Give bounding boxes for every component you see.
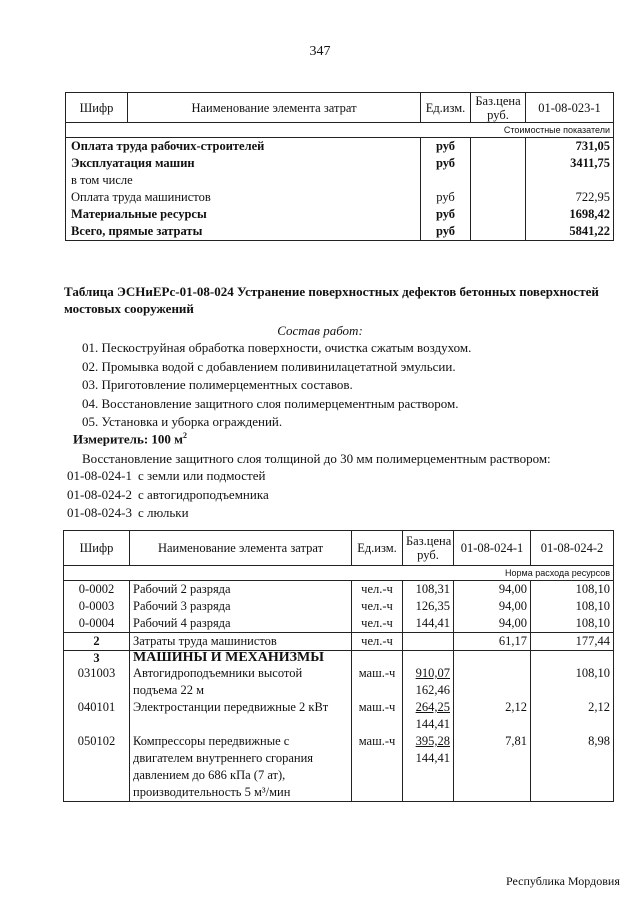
- table-row: Эксплуатация машин руб 3411,75: [66, 155, 614, 172]
- subheader: Норма расхода ресурсов: [64, 566, 614, 581]
- table-row: 3 МАШИНЫ И МЕХАНИЗМЫ: [64, 651, 614, 666]
- variant-text: с люльки: [138, 505, 189, 520]
- table-row: 031003 Автогидроподъемники высотой подъема 22 м маш.-ч 910,07 162,46 108,10: [64, 665, 614, 699]
- price-wage: 144,41: [415, 751, 450, 765]
- header-code: Шифр: [66, 93, 128, 123]
- table-row: 2 Затраты труда машинистов чел.-ч 61,17 177,44: [64, 633, 614, 651]
- table-row: 050102 Компрессоры передвижные с двигателем внутреннего сгорания давлением до 686 кПа (7 ат), производительность 5 м³/мин маш.-ч 395,28 144,41 7,81 8,98: [64, 733, 614, 802]
- composition-title: Состав работ:: [277, 323, 363, 338]
- subheader: Стоимостные показатели: [66, 123, 614, 138]
- price-total: 395,28: [415, 734, 450, 748]
- table-row: в том числе: [66, 172, 614, 189]
- variant-code: 01-08-024-3: [67, 505, 132, 520]
- variant-text: с автогидроподъемника: [138, 487, 269, 502]
- price-total: 910,07: [415, 666, 450, 680]
- table-row: 0-0003 Рабочий 3 разряда чел.-ч 126,35 94,00 108,10: [64, 598, 614, 615]
- variant-text: с земли или подмостей: [138, 468, 266, 483]
- work-item: 01. Пескоструйная обработка поверхности, очистка сжатым воздухом.: [82, 340, 472, 355]
- header-code: Шифр: [64, 531, 130, 566]
- variant-code: 01-08-024-2: [67, 487, 132, 502]
- header-name: Наименование элемента затрат: [128, 93, 421, 123]
- price-wage: 162,46: [415, 683, 450, 697]
- table-row: Оплата труда машинистов руб 722,95: [66, 189, 614, 206]
- work-item: 03. Приготовление полимерцементных составов.: [82, 377, 353, 392]
- table-row: 040101 Электростанции передвижные 2 кВт маш.-ч 264,25 144,41 2,12 2,12: [64, 699, 614, 733]
- table-row: Материальные ресурсы руб 1698,42: [66, 206, 614, 223]
- header-unit: Ед.изм.: [352, 531, 403, 566]
- work-item: 02. Промывка водой с добавлением поливинилацетатной эмульсии.: [82, 359, 456, 374]
- header-unit: Ед.изм.: [421, 93, 471, 123]
- table-row: Оплата труда рабочих-строителей руб 731,05: [66, 138, 614, 156]
- table-header-row: [64, 531, 614, 566]
- resource-table-01-08-024: [63, 530, 614, 802]
- page-number: 347: [309, 44, 331, 59]
- table-row: 0-0004 Рабочий 4 разряда чел.-ч 144,41 94,00 108,10: [64, 615, 614, 633]
- header-col1: 01-08-024-1: [454, 531, 531, 566]
- measure-unit: Измеритель: 100 $м^2$: [73, 431, 188, 447]
- price-wage: 144,41: [415, 717, 450, 731]
- work-item: 05. Установка и уборка ограждений.: [82, 414, 283, 429]
- section-title: Таблица ЭСНиЕРс-01-08-024 Устранение поверхностных дефектов бетонных поверхностей мостовых сооружений: [64, 284, 599, 316]
- variant-code: 01-08-024-1: [67, 468, 132, 483]
- footer-region: Республика Мордовия: [506, 874, 620, 888]
- header-price: Баз.цена руб.: [471, 93, 526, 123]
- header-price: Баз.цена руб.: [403, 531, 454, 566]
- work-item: 04. Восстановление защитного слоя полимерцементным раствором.: [82, 396, 459, 411]
- cost-table-01-08-023: [65, 92, 614, 241]
- header-col1: 01-08-023-1: [526, 93, 614, 123]
- description: Восстановление защитного слоя толщиной до 30 мм полимерцементным раствором:: [82, 451, 551, 466]
- table-row: 0-0002 Рабочий 2 разряда чел.-ч 108,31 94,00 108,10: [64, 581, 614, 599]
- header-col2: 01-08-024-2: [531, 531, 614, 566]
- price-total: 264,25: [415, 700, 450, 714]
- table-row: Всего, прямые затраты руб 5841,22: [66, 223, 614, 241]
- header-name: Наименование элемента затрат: [130, 531, 352, 566]
- table-header-row: [66, 93, 614, 123]
